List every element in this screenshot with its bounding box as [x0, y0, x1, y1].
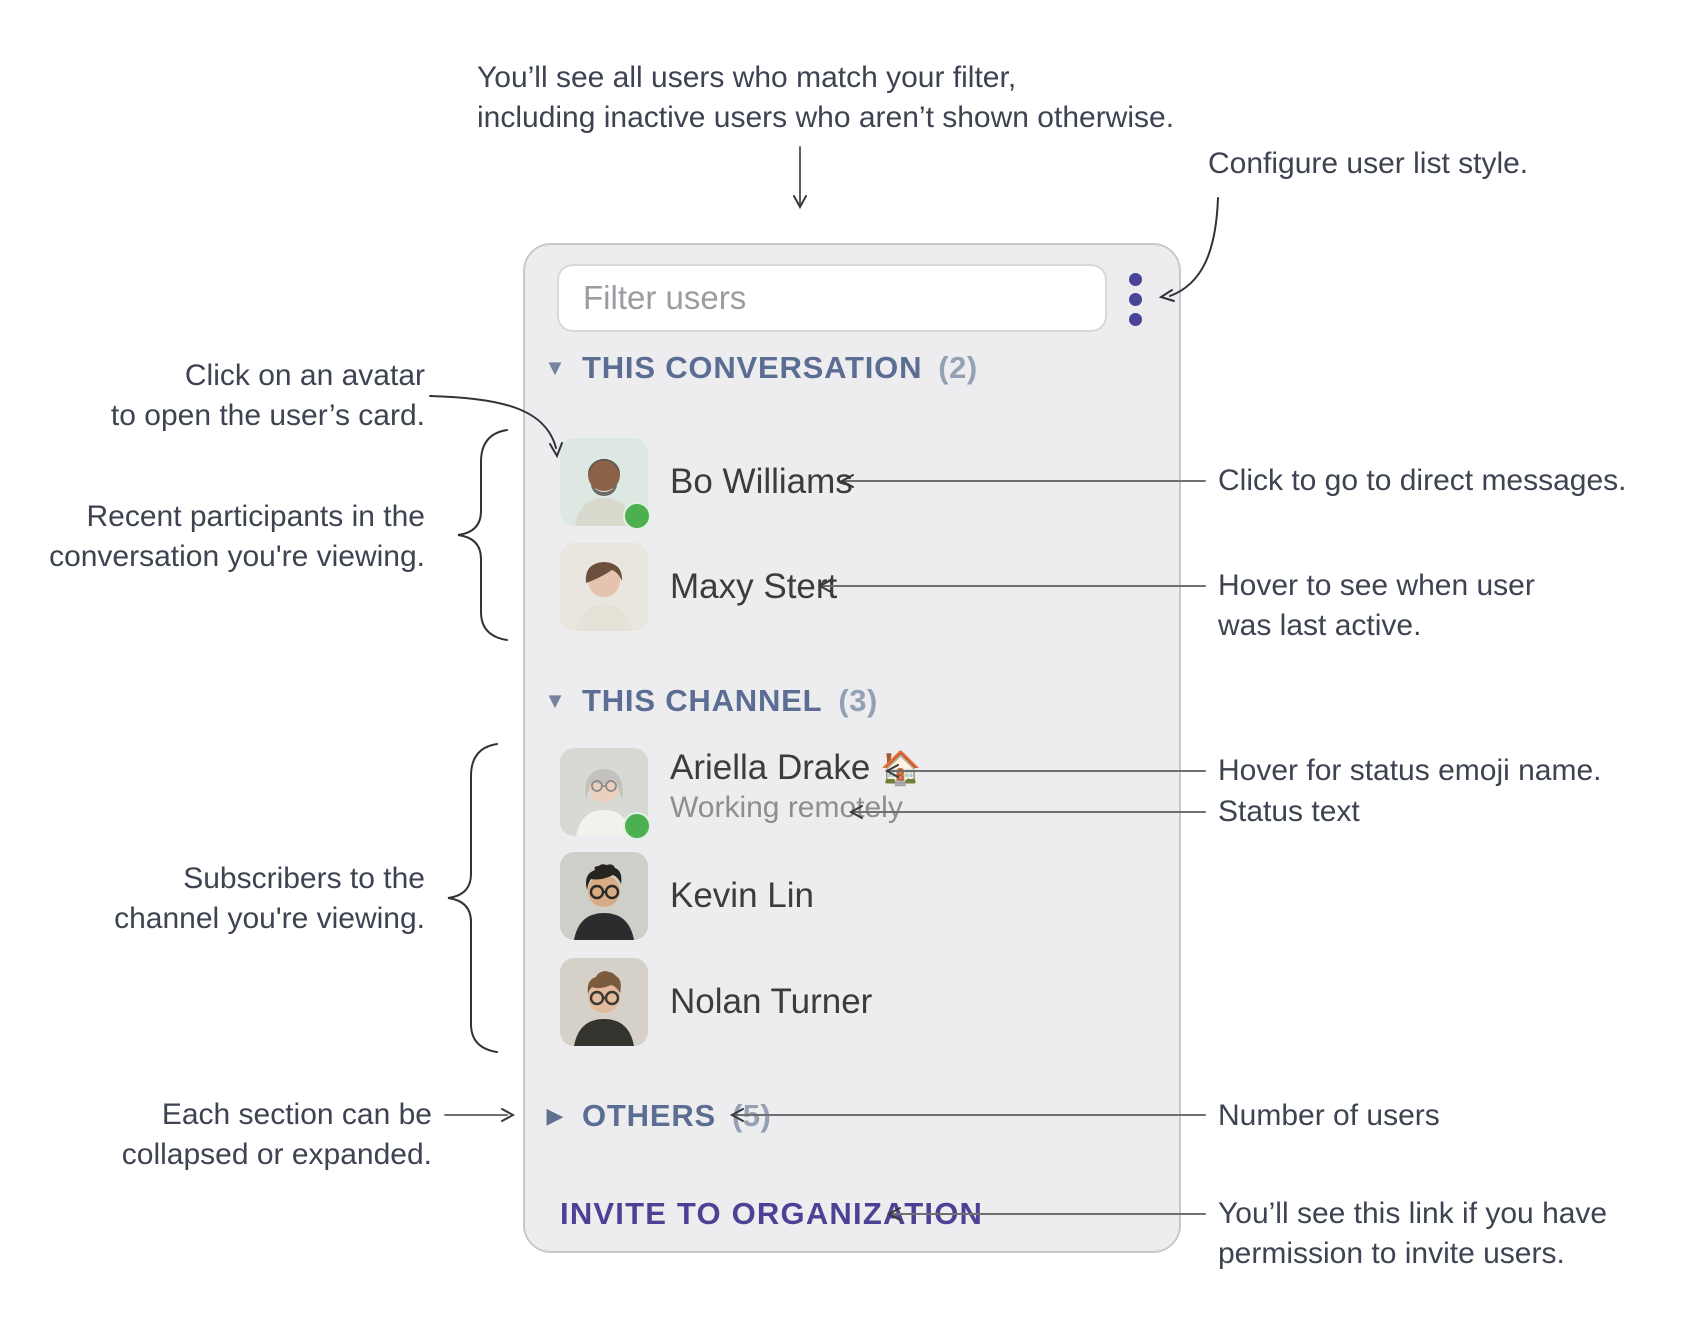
- collapse-note-line1: Each section can be: [161, 1098, 432, 1131]
- participants-note-line1: Recent participants in the: [86, 500, 425, 533]
- participants-note-line2: conversation you're viewing.: [49, 540, 425, 573]
- section-count: (3): [838, 683, 878, 718]
- count-note: Number of users: [1218, 1099, 1440, 1132]
- section-label: THIS CONVERSATION: [582, 350, 923, 385]
- caret-down-icon: ▼: [544, 688, 566, 713]
- user-status-text: Working remotely: [670, 791, 903, 824]
- filter-note: [477, 58, 1174, 138]
- collapse-note-line2: collapsed or expanded.: [121, 1138, 432, 1171]
- subscribers-note: [0, 859, 425, 939]
- section-label: THIS CHANNEL: [582, 683, 823, 718]
- avatar-note-line2: to open the user’s card.: [110, 399, 425, 432]
- caret-down-icon: ▼: [544, 355, 566, 380]
- caret-right-icon: ▶: [546, 1103, 564, 1128]
- section-header-this-channel[interactable]: [542, 683, 878, 719]
- section-header-this-conversation[interactable]: [542, 350, 978, 386]
- last-active-note-line2: was last active.: [1218, 609, 1422, 642]
- user-row-nolan-turner[interactable]: [560, 958, 872, 1046]
- kebab-menu-icon[interactable]: [1115, 271, 1155, 327]
- configure-note: Configure user list style.: [1208, 147, 1529, 180]
- section-count: (2): [938, 350, 978, 385]
- avatar-kevin-lin[interactable]: [560, 852, 648, 940]
- user-name-with-emoji[interactable]: [670, 748, 921, 788]
- user-name[interactable]: Ariella Drake: [670, 748, 871, 787]
- filter-users-input[interactable]: [557, 264, 1107, 332]
- section-label: OTHERS: [582, 1098, 716, 1133]
- user-row-maxy-stert[interactable]: [560, 543, 837, 631]
- avatar-ariella-drake[interactable]: [560, 748, 648, 836]
- invite-note-line2: permission to invite users.: [1218, 1237, 1565, 1270]
- avatar-image: [560, 958, 648, 1046]
- user-name[interactable]: Nolan Turner: [670, 982, 873, 1021]
- user-row-bo-williams[interactable]: [560, 438, 853, 526]
- presence-dot-online: [623, 812, 651, 840]
- avatar-nolan-turner[interactable]: [560, 958, 648, 1046]
- subscribers-note-line2: channel you're viewing.: [114, 902, 425, 935]
- filter-note-line1: You’ll see all users who match your filter,: [477, 61, 1017, 94]
- last-active-note-line1: Hover to see when user: [1218, 569, 1535, 602]
- avatar-image: [560, 543, 648, 631]
- invite-to-organization-link[interactable]: INVITE TO ORGANIZATION: [560, 1196, 984, 1231]
- user-list-panel: [523, 243, 1181, 1253]
- section-count: (5): [731, 1098, 772, 1133]
- avatar-note: [0, 356, 425, 436]
- user-name[interactable]: Kevin Lin: [670, 876, 814, 915]
- avatar-maxy-stert[interactable]: [560, 543, 648, 631]
- subscribers-note-line1: Subscribers to the: [183, 862, 425, 895]
- avatar-bo-williams[interactable]: [560, 438, 648, 526]
- collapse-note: [0, 1095, 432, 1175]
- user-name[interactable]: Bo Williams: [670, 462, 853, 501]
- presence-dot-online: [623, 502, 651, 530]
- avatar-note-line1: Click on an avatar: [184, 359, 425, 392]
- participants-note: [0, 497, 425, 577]
- user-row-kevin-lin[interactable]: [560, 852, 814, 940]
- user-name[interactable]: Maxy Stert: [670, 567, 838, 606]
- section-header-others[interactable]: [542, 1098, 771, 1134]
- emoji-note: Hover for status emoji name.: [1218, 754, 1602, 787]
- last-active-note: [1218, 566, 1535, 646]
- status-note: Status text: [1218, 795, 1360, 828]
- invite-note-line1: You’ll see this link if you have: [1218, 1197, 1608, 1230]
- filter-note-line2: including inactive users who aren’t shown otherwise.: [477, 101, 1175, 134]
- dm-note: Click to go to direct messages.: [1218, 464, 1627, 497]
- status-emoji-house-icon[interactable]: 🏠: [880, 749, 922, 786]
- avatar-image: [560, 852, 648, 940]
- invite-note: [1218, 1194, 1607, 1274]
- user-row-ariella-drake[interactable]: [560, 748, 921, 836]
